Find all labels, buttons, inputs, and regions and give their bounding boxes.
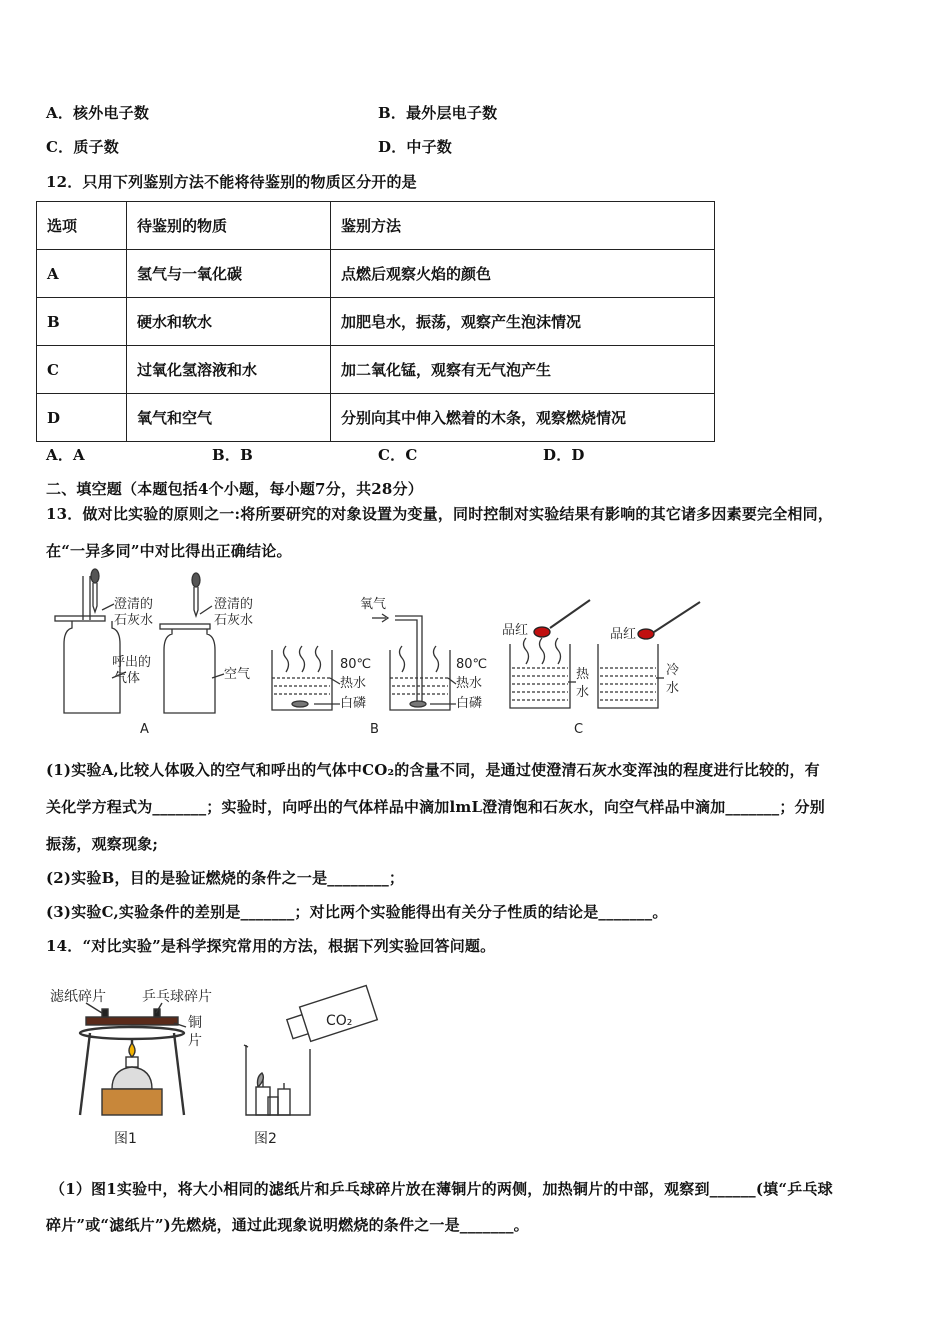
label-a: A xyxy=(140,722,149,737)
q12-answer-d: D．D xyxy=(543,446,585,464)
q13-p3: (3)实验C,实验条件的差别是_______；对比两个实验能得出有关分子性质的结论是_______。 xyxy=(46,903,668,921)
label-lime-water-2: 石灰水 xyxy=(214,613,254,628)
table-cell: 氧气和空气 xyxy=(127,394,331,442)
q13-p1-line3: 振荡，观察现象; xyxy=(46,835,159,853)
label-hot: 热 xyxy=(576,667,590,682)
table-row xyxy=(37,346,715,394)
section-heading: 二、填空题（本题包括4个小题，每小题7分，共28分） xyxy=(46,480,423,498)
label-hot-water-1: 热水 xyxy=(340,676,367,691)
label-copper: 铜 xyxy=(188,1015,202,1031)
q13-figure xyxy=(50,568,730,738)
table-cell: B xyxy=(37,298,127,346)
label-lime-water-1: 澄清的 xyxy=(114,597,154,612)
q11-option-c: C．质子数 xyxy=(46,138,119,156)
table-header: 选项 xyxy=(37,202,127,250)
label-temp-2: 80℃ xyxy=(456,657,488,672)
label-white-p-1: 白磷 xyxy=(340,696,367,711)
label-fig1: 图1 xyxy=(114,1131,137,1147)
label-dye-1: 品红 xyxy=(502,623,529,638)
label-air: 空气 xyxy=(224,667,251,682)
table-cell: D xyxy=(37,394,127,442)
table-cell: 氢气与一氧化碳 xyxy=(127,250,331,298)
label-filter-paper: 滤纸碎片 xyxy=(50,989,106,1005)
table-header: 待鉴别的物质 xyxy=(127,202,331,250)
q14-figure xyxy=(50,975,400,1155)
table-cell: 分别向其中伸入燃着的木条，观察燃烧情况 xyxy=(331,394,715,442)
table-header-row xyxy=(37,202,715,250)
table-row xyxy=(37,394,715,442)
label-lime-water-1: 石灰水 xyxy=(114,613,154,628)
label-hot-water-2: 热水 xyxy=(456,676,483,691)
q14-p1-line1: （1）图1实验中，将大小相同的滤纸片和乒乓球碎片放在薄铜片的两侧，加热铜片的中部，观察到______(填“乒乓球 xyxy=(50,1180,833,1198)
q13-p1-line2: 关化学方程式为_______；实验时，向呼出的气体样品中滴加lmL澄清饱和石灰水，向空气样品中滴加_______；分别 xyxy=(46,798,825,816)
q13-line1: 13．做对比实验的原则之一:将所要研究的对象设置为变量，同时控制对实验结果有影响的其它诸多因素要完全相同， xyxy=(46,505,834,523)
label-white-p-2: 白磷 xyxy=(456,696,483,711)
label-pingpong: 乒乓球碎片 xyxy=(142,989,212,1005)
q12-answer-c: C．C xyxy=(378,446,418,464)
q12-stem: 12．只用下列鉴别方法不能将待鉴别的物质区分开的是 xyxy=(46,173,417,191)
table-row xyxy=(37,298,715,346)
label-cold: 水 xyxy=(666,681,680,696)
label-hot: 水 xyxy=(576,685,590,700)
table-row xyxy=(37,250,715,298)
table-cell: 过氧化氢溶液和水 xyxy=(127,346,331,394)
label-copper: 片 xyxy=(188,1033,202,1049)
q12-answer-a: A．A xyxy=(46,446,85,464)
q11-option-a: A．核外电子数 xyxy=(46,104,150,122)
q11-option-b: B．最外层电子数 xyxy=(378,104,498,122)
table-header: 鉴别方法 xyxy=(331,202,715,250)
table-cell: C xyxy=(37,346,127,394)
label-b: B xyxy=(370,722,379,737)
q12-table xyxy=(36,201,715,442)
label-cold: 冷 xyxy=(666,663,680,678)
q13-p1-line1: (1)实验A,比较人体吸入的空气和呼出的气体中CO₂的含量不同，是通过使澄清石灰水变浑浊的程度进行比较的，有 xyxy=(46,761,820,779)
q14-p1-line2: 碎片”或“滤纸片”)先燃烧，通过此现象说明燃烧的条件之一是_______。 xyxy=(46,1216,529,1234)
label-co2: CO₂ xyxy=(326,1013,353,1029)
q13-p2: (2)实验B，目的是验证燃烧的条件之一是________； xyxy=(46,869,405,887)
q12-answer-b: B．B xyxy=(212,446,253,464)
q11-option-d: D．中子数 xyxy=(378,138,453,156)
table-cell: 加肥皂水，振荡，观察产生泡沫情况 xyxy=(331,298,715,346)
table-cell: 硬水和软水 xyxy=(127,298,331,346)
q13-line2: 在“一异多同”中对比得出正确结论。 xyxy=(46,542,292,560)
label-c: C xyxy=(574,722,584,737)
label-oxygen: 氧气 xyxy=(360,597,387,612)
table-cell: 点燃后观察火焰的颜色 xyxy=(331,250,715,298)
label-exhaled: 呼出的 xyxy=(112,655,152,670)
label-temp-1: 80℃ xyxy=(340,657,372,672)
table-cell: 加二氧化锰，观察有无气泡产生 xyxy=(331,346,715,394)
q14-stem: 14．“对比实验”是科学探究常用的方法，根据下列实验回答问题。 xyxy=(46,937,496,955)
label-lime-water-2: 澄清的 xyxy=(214,597,254,612)
label-exhaled: 气体 xyxy=(114,671,141,686)
label-dye-2: 品红 xyxy=(610,627,637,642)
label-fig2: 图2 xyxy=(254,1131,277,1147)
table-cell: A xyxy=(37,250,127,298)
